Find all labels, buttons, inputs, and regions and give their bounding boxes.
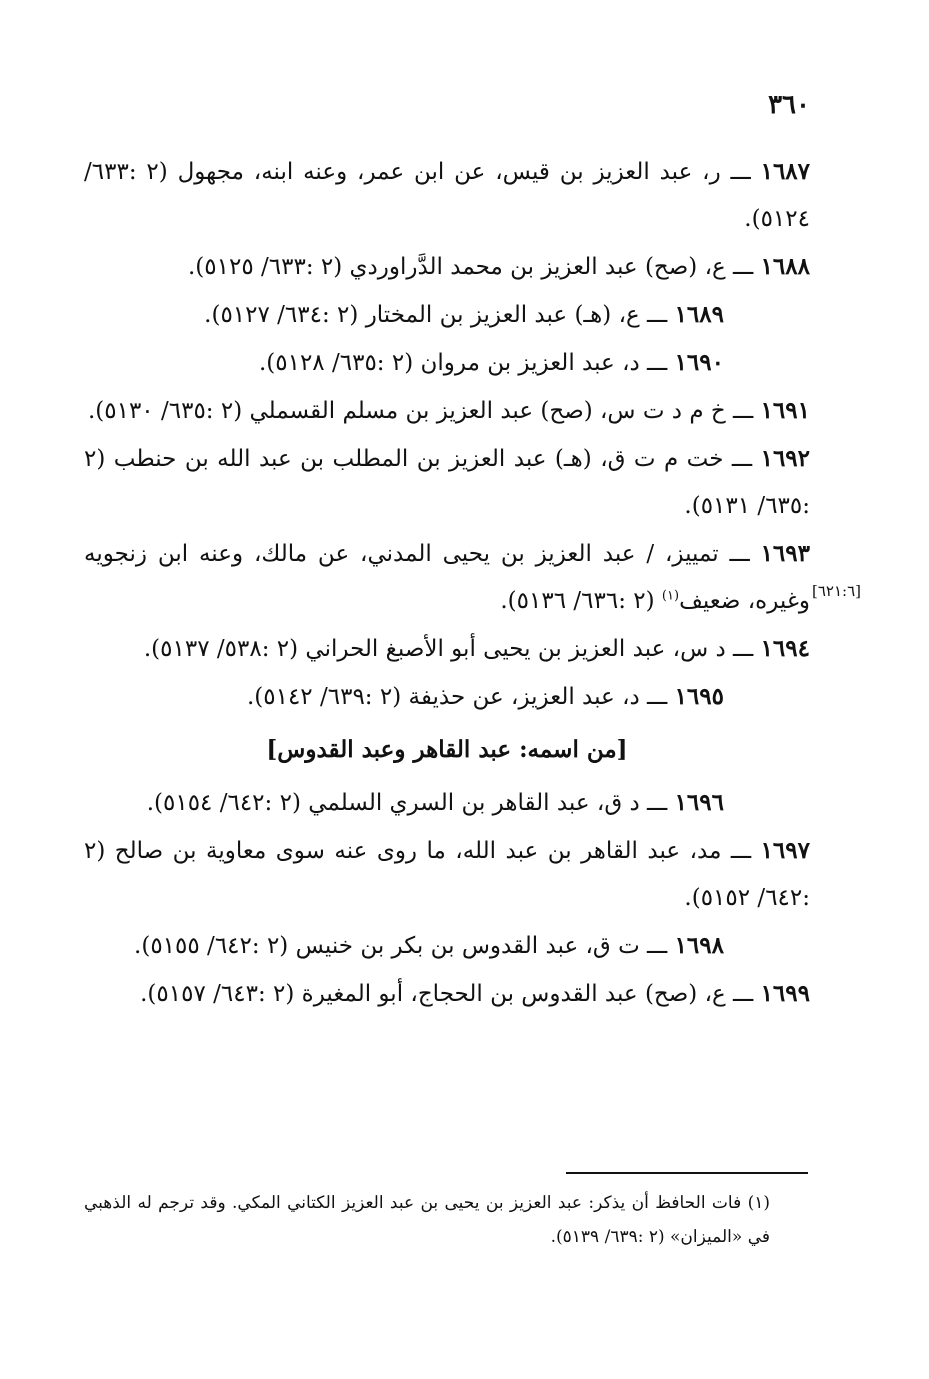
entry-number: ١٦٩١: [760, 397, 810, 424]
entry-number: ١٦٩٩: [760, 980, 810, 1007]
page-number: ٣٦٠: [768, 90, 810, 120]
entry-1690: [84, 339, 810, 387]
entry-1697: [84, 827, 810, 922]
entry-1687: [84, 148, 810, 243]
entry-number: ١٦٩٦: [674, 789, 724, 816]
entry-text: ـــ ع، (هـ) عبد العزيز بن المختار (٢ :٦٣٤/ ٥١٢٧).: [204, 302, 668, 328]
entry-text: ـــ ع، (صح) عبد العزيز بن محمد الدَّراوردي (٢ :٦٣٣/ ٥١٢٥).: [187, 254, 754, 280]
entry-number: ١٦٨٩: [674, 301, 724, 328]
entry-text: ـــ خت م ت ق، (هـ) عبد العزيز بن المطلب بن عبد الله بن حنطب (٢ :٦٣٥/ ٥١٣١).: [84, 446, 810, 519]
entry-number: ١٦٩٨: [674, 932, 724, 959]
entry-number: ١٦٩٧: [760, 837, 810, 864]
footnote-divider: [566, 1172, 808, 1174]
entry-1695: [84, 673, 810, 721]
entry-text: ـــ ر، عبد العزيز بن قيس، عن ابن عمر، وعنه ابنه، مجهول (٢ :٦٣٣/ ٥١٢٤).: [84, 159, 810, 232]
entry-text: ـــ د، عبد العزيز بن مروان (٢ :٦٣٥/ ٥١٢٨).: [258, 350, 668, 376]
entry-1694: [84, 625, 810, 673]
main-text: [84, 148, 810, 1018]
footnote-marker[interactable]: (١): [661, 588, 680, 604]
entry-text: ـــ مد، عبد القاهر بن عبد الله، ما روى عنه سوى معاوية بن صالح (٢ :٦٤٢/ ٥١٥٢).: [84, 838, 810, 911]
entry-1692: [84, 435, 810, 530]
entry-1689: [84, 291, 810, 339]
section-heading: [من اسمه: عبد القاهر وعبد القدوس]: [266, 736, 628, 763]
entry-text: ـــ د، عبد العزيز، عن حذيفة (٢ :٦٣٩/ ٥١٤٢).: [246, 684, 668, 710]
entry-text: ـــ ع، (صح) عبد القدوس بن الحجاج، أبو المغيرة (٢ :٦٤٣/ ٥١٥٧).: [140, 981, 754, 1007]
entry-text-ref: (٢ :٦٣٦/ ٥١٣٦).: [500, 588, 662, 614]
entry-number: ١٦٨٨: [760, 253, 810, 280]
entry-1688: [84, 243, 810, 291]
entry-text: ـــ خ م د ت س، (صح) عبد العزيز بن مسلم القسملي (٢ :٦٣٥/ ٥١٣٠).: [87, 398, 754, 424]
entry-1698: [84, 922, 810, 970]
margin-note: [٦٢١:٦]: [812, 582, 861, 600]
entry-number: ١٦٩٢: [760, 445, 811, 472]
entry-1691: [84, 387, 810, 435]
footnote: (١) فات الحافظ أن يذكر: عبد العزيز بن يحيى بن عبد العزيز الكتاني المكي. وقد ترجم له الذهبي في «الميزان» (٢ :٦٣٩/ ٥١٣٩).: [84, 1193, 770, 1247]
entry-1699: [84, 970, 810, 1018]
entry-1693: [84, 530, 810, 625]
entry-text: ـــ ت ق، عبد القدوس بن بكر بن خنيس (٢ :٦٤٢/ ٥١٥٥).: [134, 933, 668, 959]
entry-number: ١٦٩٤: [760, 635, 810, 662]
entry-number: ١٦٨٧: [760, 158, 811, 185]
entry-number: ١٦٩٥: [674, 683, 724, 710]
entry-number: ١٦٩٠: [674, 349, 724, 376]
entry-text: ـــ د س، عبد العزيز بن يحيى أبو الأصبغ الحراني (٢ :٥٣٨/ ٥١٣٧).: [143, 636, 754, 662]
entry-text: ـــ د ق، عبد القاهر بن السري السلمي (٢ :٦٤٢/ ٥١٥٤).: [146, 790, 668, 816]
entry-1696: [84, 779, 810, 827]
entry-text: ـــ تمييز، / عبد العزيز بن يحيى المدني، عن مالك، وعنه ابن زنجويه وغيره، ضعيف: [84, 541, 810, 614]
entry-number: ١٦٩٣: [760, 540, 810, 567]
